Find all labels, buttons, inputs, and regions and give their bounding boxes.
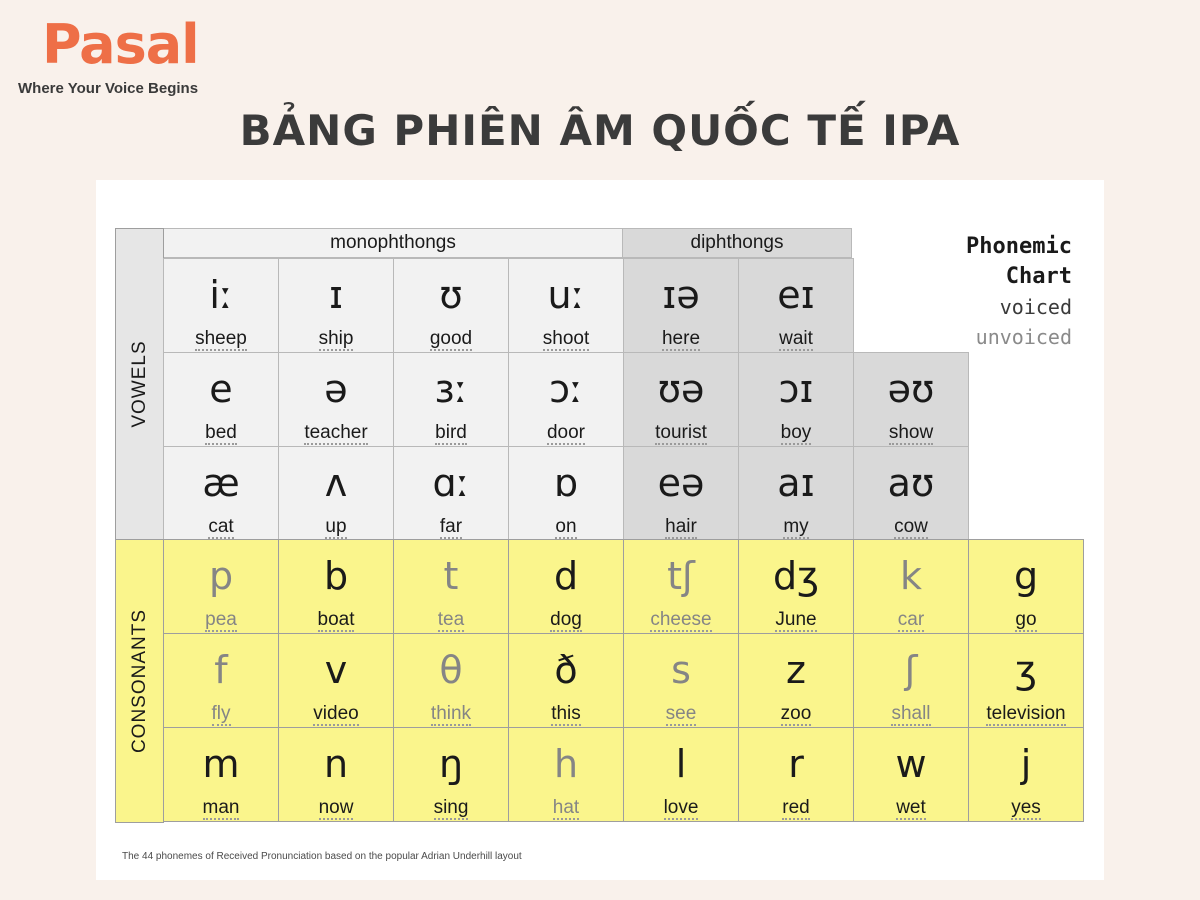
phoneme-cell [393, 258, 509, 353]
example-word [164, 797, 278, 819]
phoneme-symbol: ɔɪ [778, 367, 814, 411]
example-word [739, 703, 853, 725]
example-word [624, 328, 738, 350]
phoneme-symbol: ɪ [328, 273, 344, 317]
example-word-text: hat [552, 797, 580, 818]
phoneme-cell [623, 727, 739, 822]
phoneme-symbol: eə [657, 461, 705, 505]
phoneme-cell [508, 352, 624, 447]
example-word [164, 328, 278, 350]
example-word [164, 703, 278, 725]
phoneme-symbol: b [323, 554, 349, 598]
example-word-text: June [775, 609, 817, 630]
phoneme-symbol: ʊ [439, 273, 463, 317]
phoneme-symbol: ð [554, 648, 578, 692]
example-word-text: go [1015, 609, 1037, 630]
example-word-text: boat [317, 609, 355, 630]
phoneme-symbol: p [208, 554, 234, 598]
example-word [164, 516, 278, 538]
example-word [969, 797, 1083, 819]
legend-title-line2: Chart [1005, 264, 1072, 289]
example-word-text: here [661, 328, 701, 349]
phoneme-cell [853, 352, 969, 447]
phoneme-symbol: ɪə [662, 273, 700, 317]
example-word-text: bird [435, 422, 467, 443]
example-word-text: teacher [304, 422, 368, 443]
example-word [739, 422, 853, 444]
phoneme-cell [163, 352, 279, 447]
example-word [394, 797, 508, 819]
phoneme-symbol: ʊə [657, 367, 705, 411]
example-word-text: wet [896, 797, 926, 818]
phoneme-symbol: ʒ [1015, 648, 1037, 692]
vowels-label: VOWELS [128, 340, 150, 428]
phoneme-symbol: ʃ [904, 648, 918, 692]
example-word-text: up [325, 516, 347, 537]
example-word [854, 609, 968, 631]
example-word-text: think [430, 703, 472, 724]
example-word-text: shoot [542, 328, 590, 349]
phoneme-symbol: iː [209, 273, 233, 317]
example-word-text: sheep [195, 328, 247, 349]
example-word-text: now [318, 797, 354, 818]
page-title: BẢNG PHIÊN ÂM QUỐC TẾ IPA [239, 106, 961, 155]
example-word-text: tourist [655, 422, 707, 443]
phoneme-symbol: ŋ [438, 742, 464, 786]
example-word [164, 609, 278, 631]
phoneme-cell [968, 633, 1084, 728]
phoneme-symbol: h [553, 742, 579, 786]
legend-unvoiced: unvoiced [975, 325, 1072, 349]
chart-footnote: The 44 phonemes of Received Pronunciation based on the popular Adrian Underhill layout [122, 851, 522, 862]
example-word-text: on [555, 516, 577, 537]
example-word [854, 422, 968, 444]
example-word [739, 797, 853, 819]
example-word [624, 609, 738, 631]
example-word-text: ship [318, 328, 354, 349]
example-word-text: this [551, 703, 581, 724]
example-word [624, 422, 738, 444]
example-word-text: sing [433, 797, 469, 818]
example-word [279, 609, 393, 631]
example-word-text: my [783, 516, 809, 537]
phoneme-symbol: aɪ [777, 461, 815, 505]
example-word [279, 703, 393, 725]
phoneme-cell [278, 352, 394, 447]
example-word-text: love [663, 797, 699, 818]
example-word [279, 422, 393, 444]
legend-voiced: voiced [999, 295, 1072, 319]
example-word [739, 516, 853, 538]
phoneme-cell [278, 727, 394, 822]
example-word [509, 328, 623, 350]
phoneme-symbol: v [324, 648, 348, 692]
phoneme-symbol: d [553, 554, 579, 598]
phonemic-chart [96, 180, 1104, 880]
example-word-text: tea [437, 609, 465, 630]
phoneme-cell [853, 727, 969, 822]
example-word-text: television [986, 703, 1066, 724]
example-word [164, 422, 278, 444]
phoneme-cell [508, 539, 624, 634]
phoneme-cell [393, 539, 509, 634]
phoneme-cell [968, 539, 1084, 634]
example-word-text: zoo [780, 703, 812, 724]
phoneme-cell [738, 446, 854, 541]
example-word-text: cheese [650, 609, 712, 630]
example-word [279, 328, 393, 350]
phoneme-cell [738, 258, 854, 353]
diphthongs-header: diphthongs [622, 228, 852, 258]
phoneme-symbol: s [671, 648, 691, 692]
phoneme-cell [393, 352, 509, 447]
phoneme-cell [968, 727, 1084, 822]
phoneme-symbol: w [895, 742, 927, 786]
phoneme-cell [508, 258, 624, 353]
phoneme-symbol: uː [547, 273, 585, 317]
example-word [279, 516, 393, 538]
example-word-text: far [439, 516, 463, 537]
example-word [624, 703, 738, 725]
consonants-side-panel [115, 539, 164, 823]
phoneme-cell [393, 633, 509, 728]
legend-title-line1: Phonemic [966, 234, 1072, 259]
phoneme-cell [163, 258, 279, 353]
phoneme-cell [163, 633, 279, 728]
example-word-text: cat [208, 516, 234, 537]
example-word [739, 609, 853, 631]
example-word-text: boy [780, 422, 812, 443]
example-word-text: cow [894, 516, 928, 537]
brand-logo [18, 13, 199, 97]
example-word [739, 328, 853, 350]
phoneme-cell [738, 633, 854, 728]
phoneme-cell [278, 446, 394, 541]
phoneme-symbol: l [675, 742, 687, 786]
example-word [969, 703, 1083, 725]
phoneme-cell [738, 727, 854, 822]
example-word-text: video [313, 703, 359, 724]
example-word-text: bed [205, 422, 237, 443]
vowels-side-panel [115, 228, 164, 540]
phoneme-cell [163, 446, 279, 541]
example-word [854, 703, 968, 725]
phoneme-cell [278, 258, 394, 353]
phoneme-cell [738, 352, 854, 447]
phoneme-symbol: ə [324, 367, 348, 411]
example-word-text: show [888, 422, 934, 443]
example-word [394, 703, 508, 725]
phoneme-cell [393, 446, 509, 541]
phoneme-symbol: dʒ [772, 554, 820, 598]
phoneme-symbol: ɜː [434, 367, 468, 411]
phoneme-cell [738, 539, 854, 634]
phoneme-cell [163, 727, 279, 822]
example-word-text: car [897, 609, 925, 630]
example-word [394, 609, 508, 631]
example-word [509, 609, 623, 631]
phoneme-symbol: eɪ [777, 273, 815, 317]
phoneme-symbol: ɒ [553, 461, 579, 505]
phoneme-cell [623, 258, 739, 353]
phoneme-cell [853, 539, 969, 634]
example-word-text: hair [665, 516, 697, 537]
phoneme-symbol: n [323, 742, 349, 786]
phoneme-cell [623, 539, 739, 634]
phoneme-cell [623, 446, 739, 541]
phoneme-symbol: tʃ [667, 554, 695, 598]
phoneme-cell [278, 539, 394, 634]
phoneme-symbol: r [788, 742, 804, 786]
phoneme-symbol: æ [202, 461, 240, 505]
phoneme-cell [163, 539, 279, 634]
phoneme-symbol: θ [439, 648, 463, 692]
brand-name: Pasal [42, 13, 199, 76]
phoneme-symbol: g [1013, 554, 1039, 598]
example-word [509, 422, 623, 444]
example-word [969, 609, 1083, 631]
phoneme-symbol: ɑː [432, 461, 470, 505]
example-word-text: see [665, 703, 697, 724]
phoneme-symbol: j [1020, 742, 1032, 786]
phoneme-symbol: ɔː [549, 367, 583, 411]
phoneme-cell [508, 446, 624, 541]
example-word [854, 516, 968, 538]
consonants-label: CONSONANTS [128, 608, 150, 754]
example-word-text: good [429, 328, 473, 349]
example-word-text: door [546, 422, 586, 443]
phoneme-cell [853, 633, 969, 728]
phoneme-symbol: e [209, 367, 233, 411]
phoneme-symbol: k [899, 554, 922, 598]
phoneme-symbol: aʊ [887, 461, 935, 505]
example-word-text: shall [891, 703, 931, 724]
phoneme-cell [853, 446, 969, 541]
example-word-text: dog [550, 609, 582, 630]
example-word-text: pea [205, 609, 237, 630]
phoneme-symbol: f [214, 648, 228, 692]
phoneme-symbol: z [786, 648, 806, 692]
phoneme-symbol: m [202, 742, 240, 786]
example-word-text: yes [1011, 797, 1041, 818]
example-word-text: fly [211, 703, 231, 724]
phoneme-symbol: t [443, 554, 459, 598]
example-word [394, 422, 508, 444]
phoneme-cell [393, 727, 509, 822]
example-word-text: red [782, 797, 810, 818]
chart-legend [966, 232, 1072, 352]
example-word [279, 797, 393, 819]
monophthongs-header: monophthongs [163, 228, 623, 258]
phoneme-cell [508, 727, 624, 822]
example-word [509, 703, 623, 725]
phoneme-cell [623, 352, 739, 447]
example-word [394, 328, 508, 350]
phoneme-cell [623, 633, 739, 728]
example-word [854, 797, 968, 819]
example-word [394, 516, 508, 538]
example-word [624, 797, 738, 819]
phoneme-symbol: əʊ [887, 367, 935, 411]
example-word-text: wait [779, 328, 813, 349]
example-word-text: man [202, 797, 240, 818]
example-word [509, 516, 623, 538]
example-word [509, 797, 623, 819]
phoneme-symbol: ʌ [324, 461, 348, 505]
brand-tagline: Where Your Voice Begins [18, 80, 199, 97]
phoneme-cell [278, 633, 394, 728]
example-word [624, 516, 738, 538]
phoneme-cell [508, 633, 624, 728]
